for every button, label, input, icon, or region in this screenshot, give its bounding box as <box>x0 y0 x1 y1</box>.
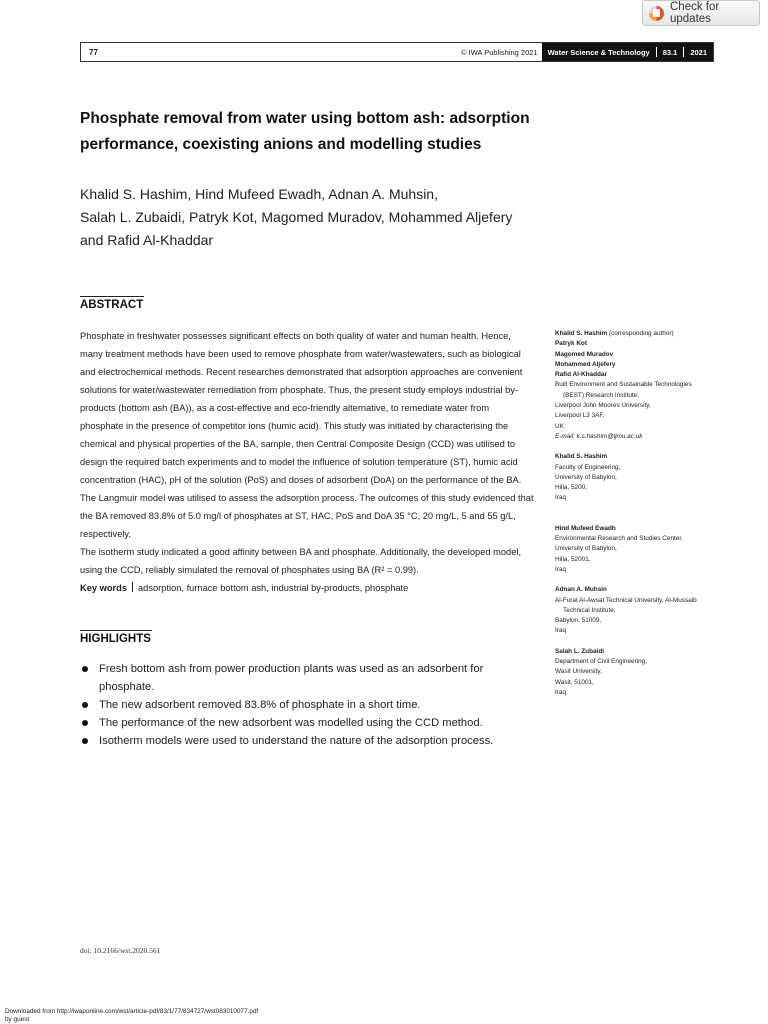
affiliation-block <box>555 329 735 442</box>
author-name: Khalid S. Hashim <box>555 330 608 337</box>
journal-badge <box>542 43 713 61</box>
check-for-updates-label: Check for updates <box>670 1 720 25</box>
keywords-label: Key words <box>80 583 128 593</box>
author-line: Salah L. Zubaidi, Patryk Kot, Magomed Muradov, Mohammed Aljefery <box>80 209 513 225</box>
download-by: by guest <box>5 1016 30 1023</box>
affiliation-line: Iraq <box>555 627 567 635</box>
author-name: Salah L. Zubaidi <box>555 647 605 655</box>
author-name: Magomed Muradov <box>555 350 614 358</box>
article-title: Phosphate removal from water using bottom ash: adsorption performance, coexisting anions and modelling studies <box>80 110 530 153</box>
abstract-heading: ABSTRACT <box>80 299 144 311</box>
affiliation-line: Built Environment and Sustainable Technologies <box>555 381 692 389</box>
highlights-rule <box>80 630 152 631</box>
affiliation-block <box>555 585 735 636</box>
abstract-rule <box>80 296 144 297</box>
keywords-list: adsorption, furnace bottom ash, industrial by-products, phosphate <box>138 583 409 593</box>
check-for-updates-button[interactable] <box>642 0 760 26</box>
affiliation-line: Babylon, 51009, <box>555 617 602 625</box>
author-name: Hind Mufeed Ewadh <box>555 524 616 532</box>
affiliations <box>555 329 735 708</box>
affiliation-line: Department of Civil Engineering, <box>555 658 647 666</box>
highlights-list <box>80 660 534 750</box>
affiliation-line: Hilla, 52001, <box>555 555 591 563</box>
author-line: Khalid S. Hashim, Hind Mufeed Ewadh, Adnan A. Muhsin, <box>80 186 438 202</box>
affiliation-block <box>555 647 735 698</box>
affiliation-line: Iraq <box>555 565 567 573</box>
doi-link[interactable]: doi: 10.2166/wst.2020.561 <box>80 946 161 955</box>
journal-name: Water Science & Technology <box>547 47 650 57</box>
affiliation-line: Liverpool L3 3AF, <box>555 412 605 420</box>
affiliation-line: Wasit, 51001, <box>555 678 594 686</box>
affiliation-line: UK <box>555 422 564 430</box>
highlight-item: The new adsorbent removed 83.8% of phosphate in a short time. <box>80 696 534 714</box>
journal-year: 2021 <box>690 47 707 57</box>
affiliation-line: Technical Institute, <box>563 606 616 614</box>
affiliation-block <box>555 452 735 503</box>
page-number: 77 <box>89 47 98 57</box>
journal-volume: 83.1 <box>662 47 678 57</box>
affiliation-line: Iraq <box>555 494 567 502</box>
affiliation-line: Al-Furat Al-Awsat Technical University, Al-Mussaib <box>555 596 697 604</box>
highlight-item: Isotherm models were used to understand the nature of the adsorption process. <box>80 732 534 750</box>
abstract-text-continued: The isotherm study indicated a good affinity between BA and phosphate. Additionally, the developed model, using the CCD, reliably simulated the removal of phosphates using BA (R² = 0.99). <box>80 547 522 575</box>
affiliation-line: Environmental Research and Studies Center, <box>555 535 683 543</box>
crossmark-icon <box>649 6 664 21</box>
author-name: Mohammed Aljefery <box>555 360 616 368</box>
abstract-text: Phosphate in freshwater possesses significant effects on both quality of water and human health. Hence, many treatment methods have been used to remove phosphate from water/wastewaters, such as biological and electrochemical methods. Recent researches demonstrated that adsorption approaches are convenient solutions for water/wastewater remediation from phosphate. Thus, the present study employs industrial by-products (bottom ash (BA)), as a cost-effective and eco-friendly alternative, to remediate water from phosphate in the presence of competitor ions (humic acid). This study was initiated by characterising the chemical and physical properties of the BA, sample, then Central Composite Design (CCD) was utilised to design the required batch experiments and to model the influence of solution temperature (ST), humic acid concentration (HAC), pH of the solution (PoS) and doses of adsorbent (DoA) on the performance of the BA. The Langmuir model was utilised to assess the adsorption process. The outcomes of this study evidenced that the BA removed 83.8% of 5.0 mg/l of phosphates at ST, HAC, PoS and DoA 35 °C, 20 mg/L, 5 and 55 g/L, respectively. <box>80 331 534 539</box>
abstract-body <box>80 327 534 597</box>
affiliation-line: University of Babylon, <box>555 473 617 481</box>
corresponding-note: (corresponding author) <box>608 330 674 337</box>
author-name: Patryk Kot <box>555 340 587 348</box>
affiliation-line: University of Babylon, <box>555 545 617 553</box>
affiliation-line: Liverpool John Moores University, <box>555 402 651 410</box>
affiliation-line: Faculty of Engineering, <box>555 463 621 471</box>
download-source[interactable]: Downloaded from http://iwaponline.com/wst/article-pdf/83/1/77/834727/wst083010077.pdf <box>5 1008 259 1015</box>
affiliation-line: (BEST) Research Institute, <box>563 391 640 399</box>
highlight-item: The performance of the new adsorbent was modelled using the CCD method. <box>80 714 534 732</box>
affiliation-line: Hilla, 5200, <box>555 484 587 492</box>
affiliation-block <box>555 524 735 575</box>
download-note <box>5 1008 258 1024</box>
journal-header <box>80 42 714 62</box>
highlight-item: Fresh bottom ash from power production plants was used as an adsorbent for phosphate. <box>80 660 534 696</box>
author-name: Rafid Al-Khaddar <box>555 371 607 379</box>
keywords <box>80 579 534 597</box>
affiliation-line: Wasit University, <box>555 668 602 676</box>
highlights-heading: HIGHLIGHTS <box>80 633 151 645</box>
author-line: and Rafid Al-Khaddar <box>80 232 214 248</box>
author-name: Adnan A. Muhsin <box>555 586 607 594</box>
affiliation-line: Iraq <box>555 688 567 696</box>
email-link[interactable]: E-mail: k.s.hashim@ljmu.ac.uk <box>555 432 643 440</box>
author-list <box>80 183 550 252</box>
author-name: Khalid S. Hashim <box>555 453 608 461</box>
publisher: © IWA Publishing 2021 <box>461 47 538 57</box>
